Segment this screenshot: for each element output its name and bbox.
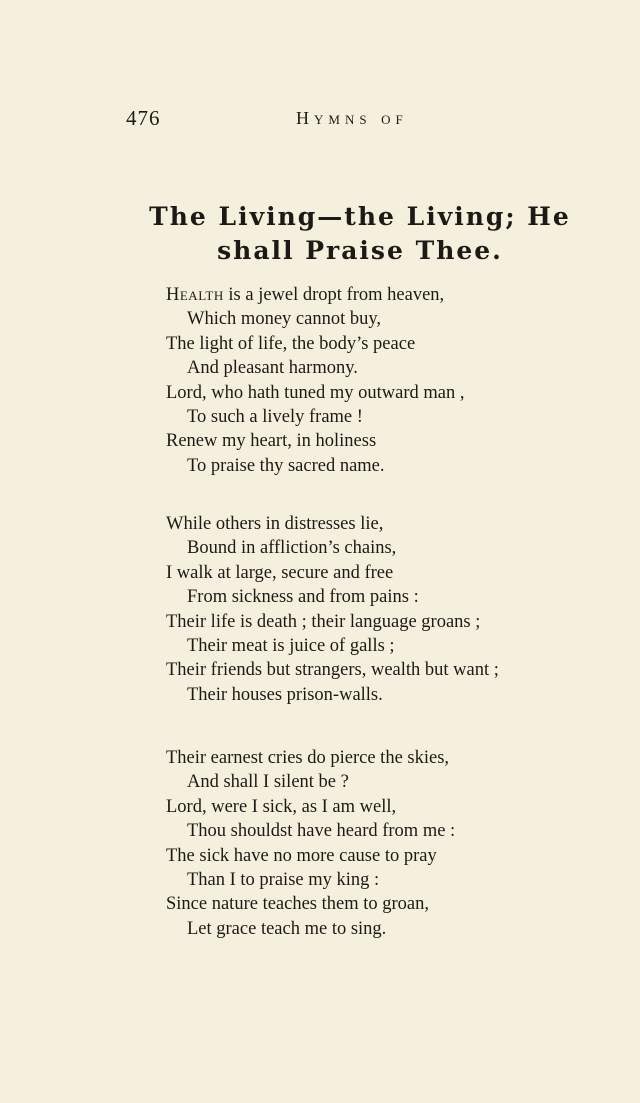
verse-lead-word: Health (166, 285, 224, 305)
verse-line: Bound in affliction’s chains, (187, 538, 397, 559)
stanza-3 (166, 746, 455, 941)
verse-line: Since nature teaches them to groan, (166, 894, 430, 915)
verse-line: Thou shouldst have heard from me : (187, 821, 456, 842)
verse-line: Than I to praise my king : (187, 869, 380, 890)
verse-line: And shall I silent be ? (187, 772, 349, 793)
verse-line-text: is a jewel dropt from heaven, (223, 285, 445, 305)
verse-line: Their friends but strangers, wealth but want ; (166, 660, 499, 681)
page-number: 476 (126, 106, 161, 130)
verse-line: Which money cannot buy, (187, 309, 382, 330)
verse-line: From sickness and from pains : (187, 587, 419, 608)
running-title: Hymns of (296, 108, 408, 128)
verse-line: Their life is death ; their language groans ; (166, 611, 481, 632)
verse-line: The sick have no more cause to pray (166, 845, 437, 866)
verse-line: Let grace teach me to sing. (187, 918, 387, 939)
verse-line: I walk at large, secure and free (166, 562, 394, 583)
verse-line: Renew my heart, in holiness (166, 431, 377, 452)
stanza-1 (166, 283, 465, 478)
stanza-2 (166, 512, 499, 707)
verse-line: To such a lively frame ! (187, 406, 363, 427)
verse-line: Their meat is juice of galls ; (187, 635, 395, 656)
verse-line: Their earnest cries do pierce the skies, (166, 748, 450, 768)
hymn-title-line-2: shall Praise Thee. (217, 236, 503, 265)
verse-line: To praise thy sacred name. (187, 455, 385, 476)
verse-line: While others in distresses lie, (166, 514, 384, 534)
verse-line: Lord, were I sick, as I am well, (166, 796, 397, 817)
verse-line: The light of life, the body’s peace (166, 333, 416, 354)
hymn-title (140, 200, 580, 268)
hymn-title-line-1: The Living—the Living; He (149, 202, 571, 231)
verse-line: And pleasant harmony. (187, 358, 358, 379)
verse-line: Their houses prison-walls. (187, 684, 383, 705)
verse-line (166, 283, 465, 307)
verse-line: Lord, who hath tuned my outward man , (166, 382, 465, 403)
